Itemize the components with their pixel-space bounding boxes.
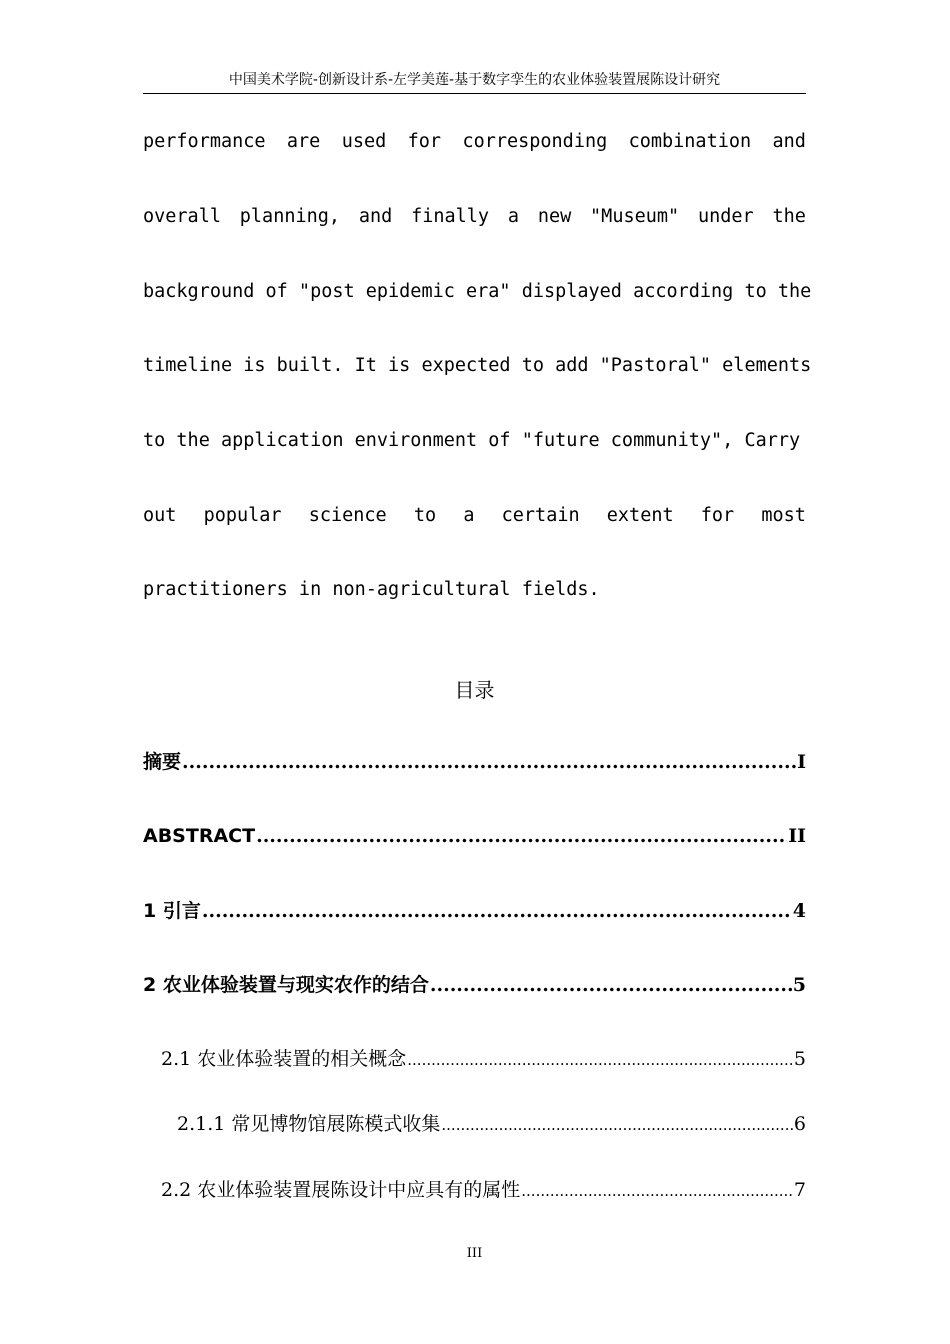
word: for	[407, 131, 442, 152]
toc-entry-label: 摘要	[143, 751, 182, 773]
word: overall	[143, 206, 221, 227]
toc-entry-label: ABSTRACT	[143, 825, 256, 847]
word: are	[286, 131, 321, 152]
toc-leader-dots	[182, 748, 796, 776]
word: new	[537, 206, 572, 227]
word: performance	[143, 131, 266, 152]
toc-entry-page: 7	[793, 1179, 806, 1201]
toc-entry-abstract-en[interactable]	[143, 822, 806, 850]
toc-entry-abstract-zh[interactable]	[143, 748, 806, 776]
word: popular	[203, 505, 282, 526]
toc-entry-page: II	[788, 825, 806, 847]
toc-leader-dots	[407, 1046, 793, 1074]
word: science	[308, 505, 387, 526]
toc-entry-page: I	[797, 751, 806, 773]
toc-entry-label: 1 引言	[143, 900, 201, 922]
word: to	[413, 505, 437, 526]
word: and	[772, 131, 806, 152]
word: a	[507, 206, 519, 227]
abstract-line	[143, 130, 806, 154]
toc-entry-page: 6	[793, 1113, 806, 1135]
abstract-line	[143, 504, 806, 528]
word: out	[143, 505, 177, 526]
word: corresponding	[462, 131, 608, 152]
word: most	[761, 505, 806, 526]
toc-leader-dots	[256, 822, 787, 850]
toc-leader-dots	[202, 897, 792, 925]
toc-entry-section-2-1-1[interactable]	[177, 1110, 806, 1138]
word: a	[463, 505, 475, 526]
abstract-line: practitioners in non-agricultural fields.	[143, 579, 600, 600]
toc-entry-page: 5	[793, 1048, 806, 1070]
toc-entry-label: 2.1 农业体验装置的相关概念	[161, 1048, 407, 1070]
abstract-line: background of "post epidemic era" displayed according to the	[143, 281, 812, 302]
toc-leader-dots	[441, 1111, 793, 1139]
toc-entry-page: 5	[792, 974, 806, 996]
toc-entry-page: 4	[792, 900, 806, 922]
running-header: 中国美术学院-创新设计系-左学美莲-基于数字孪生的农业体验装置展陈设计研究	[228, 72, 721, 88]
word: extent	[606, 505, 674, 526]
toc-title: 目录	[454, 678, 495, 702]
word: for	[700, 505, 735, 526]
word: certain	[501, 505, 580, 526]
abstract-line: timeline is built. It is expected to add "Pastoral" elements	[143, 355, 812, 376]
toc-entry-chapter-2[interactable]	[143, 971, 806, 999]
word: and	[358, 206, 393, 227]
header-rule	[143, 93, 806, 94]
page-number: III	[466, 1246, 483, 1261]
abstract-line: to the application environment of "future community", Carry	[143, 430, 801, 451]
word: planning,	[239, 206, 341, 227]
toc-entry-section-2-2[interactable]	[161, 1176, 806, 1204]
word: under	[697, 206, 754, 227]
word: combination	[628, 131, 752, 152]
toc-entry-introduction[interactable]	[143, 897, 806, 925]
abstract-line	[143, 205, 806, 229]
toc-entry-label: 2.1.1 常见博物馆展陈模式收集	[177, 1113, 441, 1135]
word: "Museum"	[590, 206, 680, 227]
word: used	[341, 131, 387, 152]
toc-leader-dots	[521, 1177, 793, 1205]
toc-entry-label: 2.2 农业体验装置展陈设计中应具有的属性	[161, 1179, 521, 1201]
toc-entry-label: 2 农业体验装置与现实农作的结合	[143, 974, 429, 996]
toc-leader-dots	[430, 971, 792, 999]
toc-entry-section-2-1[interactable]	[161, 1045, 806, 1073]
word: the	[772, 206, 806, 227]
word: finally	[411, 206, 490, 227]
